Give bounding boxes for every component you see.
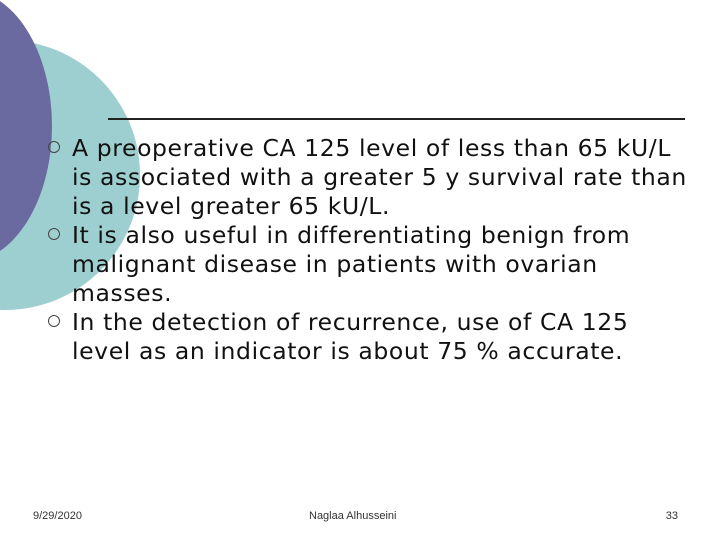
title-underline	[108, 118, 685, 120]
bullet-item	[48, 134, 688, 221]
circle-bullet-icon	[48, 228, 60, 240]
bullet-list	[48, 134, 688, 366]
bullet-text: A preoperative CA 125 level of less than 65 kU/L is associated with a greater 5 y survival rate than is a level greater 65 kU/L.	[72, 134, 687, 220]
circle-bullet-icon	[48, 315, 60, 327]
bullet-item	[48, 308, 688, 366]
footer-date: 9/29/2020	[33, 510, 82, 522]
bullet-text: In the detection of recurrence, use of CA 125 level as an indicator is about 75 % accurate.	[72, 308, 629, 365]
footer-author: Naglaa Alhusseini	[309, 510, 397, 522]
circle-bullet-icon	[48, 141, 60, 153]
bullet-item	[48, 221, 688, 308]
bullet-text: It is also useful in differentiating benign from malignant disease in patients with ovarian masses.	[72, 221, 631, 307]
page-number: 33	[665, 510, 678, 522]
